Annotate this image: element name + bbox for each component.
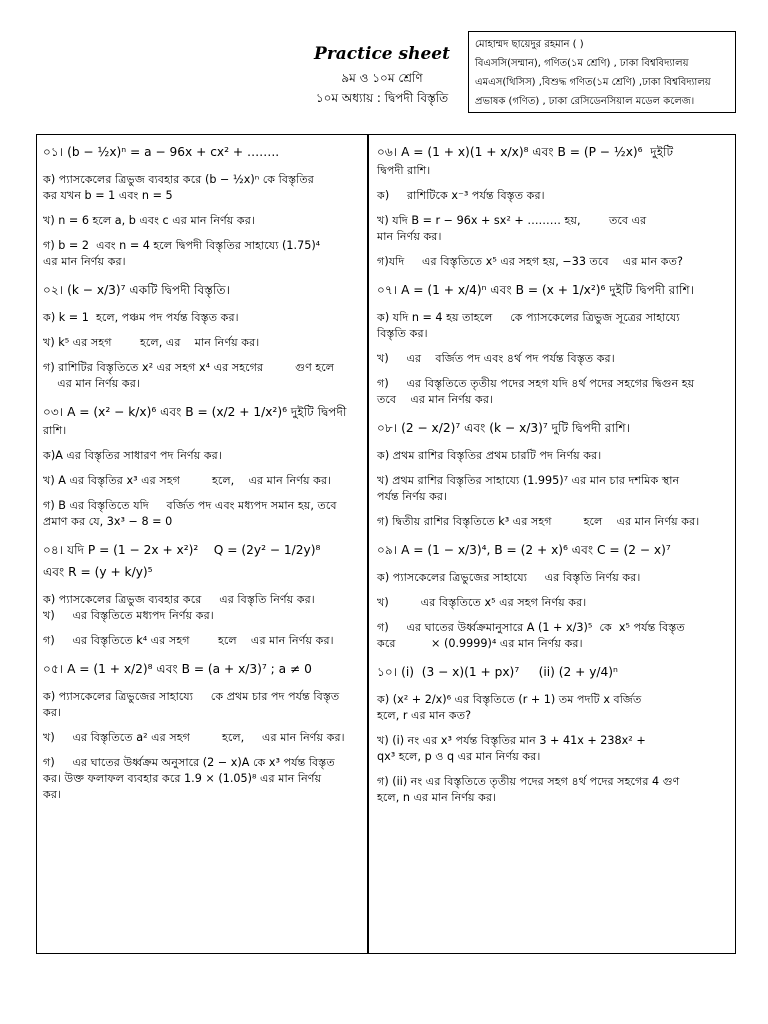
- right-question-column: [367, 135, 735, 953]
- question-line: হলে, r এর মান কত?: [377, 709, 472, 722]
- question-line: ক) প্যাসকেলের ত্রিভুজের সাহায্যে কে প্রথম চার পদ পর্যন্ত বিস্তৃত: [43, 690, 340, 703]
- question-line: এর মান নির্ণয় কর।: [43, 377, 140, 390]
- question-line: ক) প্যাসকেলের ত্রিভুজ ব্যবহার করে এর বিস্তৃতি নির্ণয় কর।: [43, 593, 315, 606]
- question-line: ১০। (i) (3 − x)(1 + px)⁷ (ii) (2 + y/4)ⁿ: [377, 665, 618, 679]
- chapter-line: ১০ম অধ্যায় : দ্বিপদী বিস্তৃতি: [315, 91, 449, 105]
- question-line: তবে এর মান নির্ণয় কর।: [377, 393, 494, 406]
- question-line: qx³ হলে, p ও q এর মান নির্ণয় কর।: [377, 750, 541, 763]
- question-line: গ) এর বিস্তৃতিতে k⁴ এর সহগ হলে এর মান নির্ণয় কর।: [43, 634, 334, 647]
- question-line: খ) এর বর্জিত পদ এবং ৪র্থ পদ পর্যন্ত বিস্তৃত কর।: [377, 352, 615, 365]
- question-line: কর।: [43, 788, 61, 801]
- question-line: গ) (ii) নং এর বিস্তৃতিতে তৃতীয় পদের সহগ ৪র্থ পদের সহগের 4 গুণ: [377, 775, 680, 788]
- question-line: গ) b = 2 এবং n = 4 হলে দ্বিপদী বিস্তৃতির সাহায্যে (1.75)⁴: [43, 239, 321, 252]
- header: [300, 44, 464, 108]
- question-line: হলে, n এর মান নির্ণয় কর।: [377, 791, 497, 804]
- question-line: খ) k⁵ এর সহগ হলে, এর মান নির্ণয় কর।: [43, 336, 260, 349]
- question-line: কর যখন b = 1 এবং n = 5: [43, 189, 173, 202]
- question-line: ০৬। A = (1 + x)(1 + x/x)⁸ এবং B = (P − ½x)⁶ দুইটি: [377, 145, 674, 159]
- question-sheet: [36, 134, 736, 954]
- question-line: খ) প্রথম রাশির বিস্তৃতির সাহায্যে (1.995)⁷ এর মান চার দশমিক স্থান: [377, 474, 680, 487]
- question-line: এর মান নির্ণয় কর।: [43, 255, 126, 268]
- question-line: ক) যদি n = 4 হয় তাহলে কে প্যাসকেলের ত্রিভুজ সূত্রের সাহায্যে: [377, 311, 680, 324]
- question-line: ক) প্যাসকেলের ত্রিভুজ ব্যবহার করে (b − ½x)ⁿ কে বিস্তৃতির: [43, 173, 314, 186]
- question-line: প্রমাণ কর যে, 3x³ − 8 = 0: [43, 515, 173, 528]
- question-line: খ) এর বিস্তৃতিতে x⁵ এর সহগ নির্ণয় কর।: [377, 596, 587, 609]
- question-line: পর্যন্ত নির্ণয় কর।: [377, 490, 448, 503]
- class-line: ৯ম ও ১০ম শ্রেণি: [341, 71, 423, 85]
- question-line: গ) এর বিস্তৃতিতে তৃতীয় পদের সহগ যদি ৪র্থ পদের সহগের দ্বিগুন হয়: [377, 377, 695, 390]
- teacher-info-box: [468, 31, 736, 113]
- question-line: ক) k = 1 হলে, পঞ্চম পদ পর্যন্ত বিস্তৃত কর।: [43, 311, 239, 324]
- question-line: ০১। (b − ½x)ⁿ = a − 96x + cx² + ……..: [43, 145, 280, 159]
- question-line: ০৮। (2 − x/2)⁷ এবং (k − x/3)⁷ দুটি দ্বিপদী রাশি।: [377, 421, 631, 435]
- question-line: খ) এর বিস্তৃতিতে মধ্যপদ নির্ণয় কর।: [43, 609, 214, 622]
- question-line: গ) এর ঘাতের উর্ধ্বক্রমানুসারে A (1 + x/3)⁵ কে x⁵ পর্যন্ত বিস্তৃত: [377, 621, 685, 634]
- question-line: দ্বিপদী রাশি।: [377, 164, 431, 177]
- teacher-degree-bsc: বিএসসি(সম্মান), গণিত(১ম শ্রেণি) , ঢাকা বিশ্ববিদ্যালয়: [475, 58, 689, 69]
- teacher-degree-ms: এমএস(থিসিস) ,বিশুদ্ধ গণিত(১ম শ্রেণি) ,ঢাকা বিশ্ববিদ্যালয়: [475, 77, 711, 88]
- question-line: কর। উক্ত ফলাফল ব্যবহার করে 1.9 × (1.05)⁸ এর মান নির্ণয়: [43, 772, 322, 785]
- question-line: এবং R = (y + k/y)⁵: [43, 565, 153, 579]
- question-line: গ)যদি এর বিস্তৃতিতে x⁵ এর সহগ হয়, −33 তবে এর মান কত?: [377, 255, 683, 268]
- question-line: ০২। (k − x/3)⁷ একটি দ্বিপদী বিস্তৃতি।: [43, 283, 231, 297]
- question-line: ০৫। A = (1 + x/2)⁸ এবং B = (a + x/3)⁷ ; a ≠ 0: [43, 662, 312, 676]
- question-line: ০৩। A = (x² − k/x)⁶ এবং B = (x/2 + 1/x²)⁶ দুইটি দ্বিপদী: [43, 405, 347, 419]
- left-question-column: [37, 135, 367, 953]
- question-line: খ) এর বিস্তৃতিতে a² এর সহগ হলে, এর মান নির্ণয় কর।: [43, 731, 345, 744]
- question-line: গ) এর ঘাতের উর্ধ্বক্রম অনুসারে (2 − x)A কে x³ পর্যন্ত বিস্তৃত: [43, 756, 335, 769]
- page-title: Practice sheet: [314, 44, 450, 64]
- question-line: খ) n = 6 হলে a, b এবং c এর মান নির্ণয় কর।: [43, 214, 255, 227]
- question-line: খ) A এর বিস্তৃতির x³ এর সহগ হলে, এর মান নির্ণয় কর।: [43, 474, 332, 487]
- question-line: ক) (x² + 2/x)⁶ এর বিস্তৃতিতে (r + 1) তম পদটি x বর্জিত: [377, 693, 642, 706]
- question-line: খ) (i) নং এর x³ পর্যন্ত বিস্তৃতির মান 3 + 41x + 238x² +: [377, 734, 646, 747]
- question-line: বিস্তৃতি কর।: [377, 327, 428, 340]
- question-line: মান নির্ণয় কর।: [377, 230, 442, 243]
- question-line: ক)A এর বিস্তৃতির সাধারণ পদ নির্ণয় কর।: [43, 449, 222, 462]
- question-line: কর।: [43, 706, 61, 719]
- question-line: ক) রাশিটিকে x⁻³ পর্যন্ত বিস্তৃত কর।: [377, 189, 545, 202]
- question-line: গ) রাশিটির বিস্তৃতিতে x² এর সহগ x⁴ এর সহগের গুণ হলে: [43, 361, 335, 374]
- question-line: ০৪। যদি P = (1 − 2x + x²)² Q = (2y² − 1/2y)⁸: [43, 543, 321, 557]
- teacher-name: মোহাম্মদ ছায়েদুর রহমান ( ): [475, 39, 584, 50]
- question-line: ক) প্রথম রাশির বিস্তৃতির প্রথম চারটি পদ নির্ণয় কর।: [377, 449, 602, 462]
- question-line: ০৯। A = (1 − x/3)⁴, B = (2 + x)⁶ এবং C = (2 − x)⁷: [377, 543, 671, 557]
- question-line: করে × (0.9999)⁴ এর মান নির্ণয় কর।: [377, 637, 583, 650]
- question-line: রাশি।: [43, 424, 67, 437]
- question-line: খ) যদি B = r − 96x + sx² + ……… হয়, তবে এর: [377, 214, 647, 227]
- question-line: গ) দ্বিতীয় রাশির বিস্তৃতিতে k³ এর সহগ হলে এর মান নির্ণয় কর।: [377, 515, 700, 528]
- question-line: গ) B এর বিস্তৃতিতে যদি বর্জিত পদ এবং মধ্যপদ সমান হয়, তবে: [43, 499, 337, 512]
- question-line: ০৭। A = (1 + x/4)ⁿ এবং B = (x + 1/x²)⁶ দুইটি দ্বিপদী রাশি।: [377, 283, 695, 297]
- teacher-position: প্রভাষক (গণিত) , ঢাকা রেসিডেনসিয়াল মডেল কলেজ।: [475, 96, 695, 107]
- question-line: ক) প্যাসকেলের ত্রিভুজের সাহায্যে এর বিস্তৃতি নির্ণয় কর।: [377, 571, 641, 584]
